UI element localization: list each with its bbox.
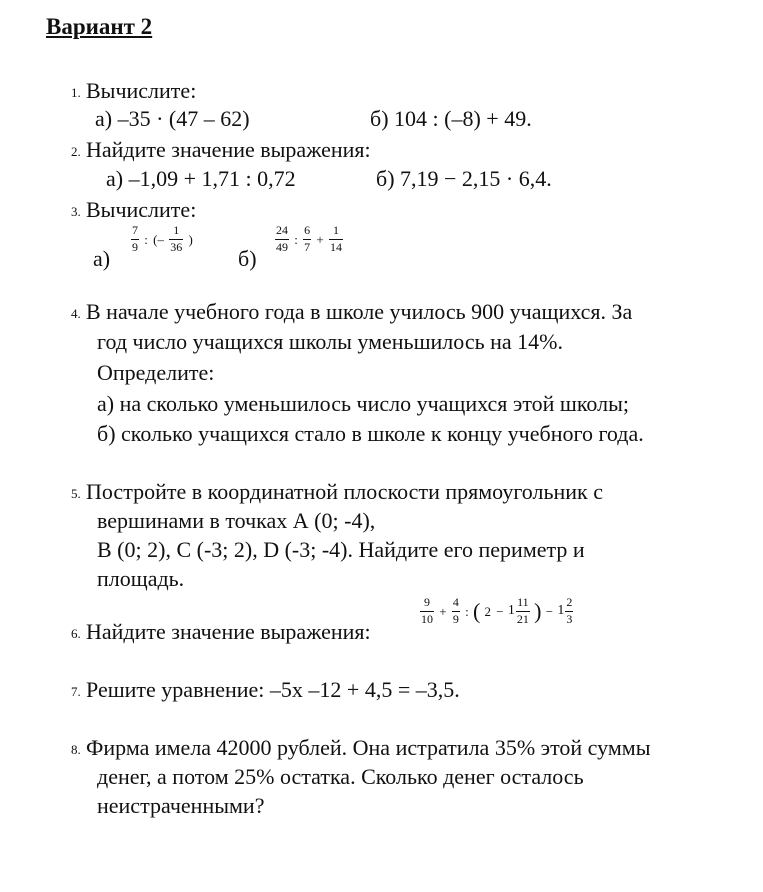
task-4-line: Определите: (97, 360, 215, 385)
task-2-text: Найдите значение выражения: (86, 137, 371, 162)
numerator: 7 (132, 223, 138, 237)
task-1-text: Вычислите: (86, 78, 197, 103)
numerator: 6 (304, 223, 311, 237)
task-7-number: 7. (71, 684, 81, 699)
task-6-text: Найдите значение выражения: (86, 619, 371, 644)
task-3-label-a: а) (93, 246, 111, 271)
fraction (420, 596, 434, 627)
task-1-part-a: а) –35 · (47 – 62) (95, 106, 250, 131)
task-5-line: площадь. (97, 566, 185, 591)
operator: + (316, 231, 324, 247)
denominator: 21 (516, 611, 529, 626)
whole-part: 1 (557, 603, 565, 619)
task-1-number: 1. (71, 85, 81, 100)
denominator: 49 (276, 239, 288, 254)
mixed-number (508, 596, 531, 627)
numerator: 9 (424, 595, 430, 609)
operator: + (439, 603, 447, 619)
task-3-expression-a (130, 224, 194, 255)
task-4-line: В начале учебного года в школе училось 900 учащихся. За (86, 299, 633, 324)
task-8-line: неистраченными? (97, 793, 265, 818)
task-2-part-a: а) –1,09 + 1,71 : 0,72 (106, 166, 296, 191)
open-paren: ( (472, 598, 481, 624)
numerator: 1 (173, 223, 180, 237)
fraction (452, 596, 460, 627)
numerator: 11 (517, 595, 529, 609)
whole-number: 2 (484, 603, 492, 619)
fraction (516, 596, 530, 627)
operator: − (496, 603, 504, 619)
task-6-number: 6. (71, 626, 81, 641)
task-5-line: В (0; 2), С (-3; 2), D (-3; -4). Найдите его периметр и (97, 537, 585, 562)
task-4-line: а) на сколько уменьшилось число учащихся этой школы; (97, 391, 630, 416)
task-1-part-b: б) 104 : (–8) + 49. (370, 106, 532, 131)
task-2-number: 2. (71, 144, 81, 159)
task-5-number: 5. (71, 486, 81, 501)
denominator: 10 (421, 611, 433, 626)
task-5-line: вершинами в точках А (0; -4), (97, 508, 376, 533)
fraction (329, 224, 343, 255)
denominator: 7 (304, 239, 311, 254)
close-paren: ) (188, 231, 193, 247)
fraction (169, 224, 183, 255)
numerator: 2 (566, 595, 573, 609)
operator: : (144, 231, 148, 247)
task-3-expression-b (274, 224, 344, 255)
task-8-line: денег, а потом 25% остатка. Сколько денег осталось (97, 764, 584, 789)
fraction (131, 224, 139, 255)
numerator: 4 (452, 595, 459, 609)
operator: : (294, 231, 298, 247)
mixed-number (557, 596, 574, 627)
task-4-line: год число учащихся школы уменьшилось на 14%. (97, 329, 563, 354)
open-paren: (– (153, 231, 164, 247)
page-title: Вариант 2 (46, 14, 153, 39)
denominator: 9 (132, 239, 138, 254)
operator: : (465, 603, 469, 619)
task-3-label-b: б) (238, 246, 257, 271)
task-2-part-b: б) 7,19 − 2,15 · 6,4. (376, 166, 552, 191)
operator: − (545, 603, 554, 619)
task-7-text: Решите уравнение: –5х –12 + 4,5 = –3,5. (86, 677, 460, 702)
fraction (303, 224, 311, 255)
task-6-expression (419, 596, 574, 627)
numerator: 1 (332, 223, 339, 237)
whole-part: 1 (507, 603, 515, 619)
close-paren: ) (534, 598, 542, 624)
denominator: 36 (170, 239, 183, 254)
task-4-line: б) сколько учащихся стало в школе к концу учебного года. (97, 421, 644, 446)
task-8-number: 8. (71, 742, 81, 757)
task-4-number: 4. (71, 306, 81, 321)
task-3-number: 3. (71, 204, 81, 219)
denominator: 9 (452, 611, 459, 626)
fraction (565, 596, 573, 627)
denominator: 3 (566, 611, 573, 626)
fraction (275, 224, 289, 255)
task-5-line: Постройте в координатной плоскости прямоугольник с (86, 479, 604, 504)
task-8-line: Фирма имела 42000 рублей. Она истратила 35% этой суммы (86, 735, 651, 760)
numerator: 24 (276, 223, 288, 237)
task-3-text: Вычислите: (86, 197, 197, 222)
denominator: 14 (329, 239, 342, 254)
